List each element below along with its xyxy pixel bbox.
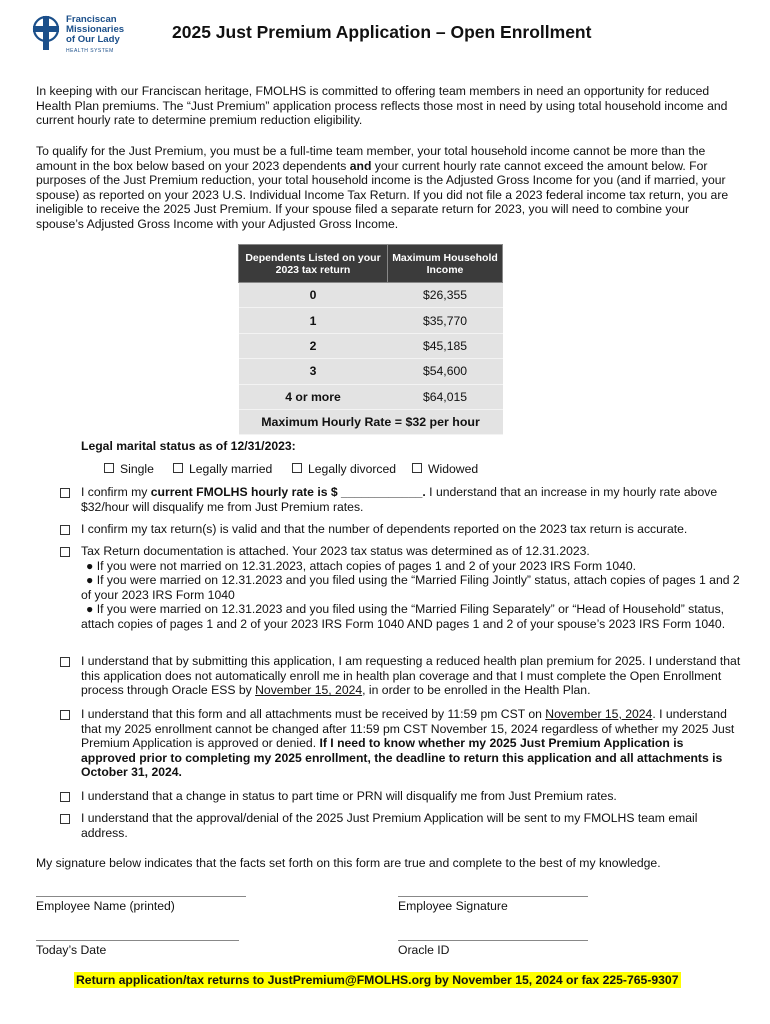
checkbox[interactable] bbox=[60, 710, 70, 720]
qualify-text-2: your current hourly rate cannot exceed the amount below. For purposes of the Just Premium reduction, your total household income is the Adjusted Gross Income for you (and if married, your spouse) as reported on your 2023 U.S. Individual Income Tax Return. If you did not file a 2023 federal income tax return, you are ineligible to receive the 2025 Just Premium. If your spouse filed a separate return for 2023, you will need to combine your spouse’s Adjusted Gross Income with your Adjusted Gross Income. bbox=[36, 158, 729, 231]
checkbox[interactable] bbox=[60, 814, 70, 824]
income-cell: $64,015 bbox=[388, 384, 503, 409]
marital-option-divorced[interactable] bbox=[292, 462, 396, 476]
deadline-date: November 15, 2024 bbox=[255, 683, 363, 698]
checkbox[interactable] bbox=[104, 463, 114, 473]
marital-status-label: Legal marital status as of 12/31/2023: bbox=[81, 439, 296, 453]
table-header-dependents: Dependents Listed on your 2023 tax return bbox=[239, 245, 388, 283]
logo-text bbox=[66, 15, 124, 56]
item-text-pre: I confirm my bbox=[81, 485, 151, 499]
logo-line-1: Franciscan bbox=[66, 14, 117, 25]
dependents-cell: 2 bbox=[239, 333, 388, 358]
table-row bbox=[239, 283, 503, 308]
oracle-id-line[interactable] bbox=[398, 940, 588, 941]
checkbox[interactable] bbox=[60, 792, 70, 802]
checkbox[interactable] bbox=[292, 463, 302, 473]
table-row bbox=[239, 308, 503, 333]
fmolhs-logo bbox=[30, 14, 125, 54]
checkbox[interactable] bbox=[412, 463, 422, 473]
option-label: Legally married bbox=[189, 462, 273, 476]
item-text: I understand that the approval/denial of the 2025 Just Premium Application will be sent to my FMOLHS team email address. bbox=[81, 811, 698, 840]
checkbox[interactable] bbox=[60, 488, 70, 498]
income-cell: $54,600 bbox=[388, 359, 503, 384]
income-table bbox=[238, 244, 503, 435]
dependents-cell: 1 bbox=[239, 308, 388, 333]
oracle-id-label: Oracle ID bbox=[398, 943, 450, 957]
tax-doc-intro: Tax Return documentation is attached. Your 2023 tax status was determined as of 12.31.2023. bbox=[81, 544, 590, 558]
todays-date-line[interactable] bbox=[36, 940, 239, 941]
logo-line-2: Missionaries bbox=[66, 24, 125, 35]
checkbox[interactable] bbox=[173, 463, 183, 473]
item-text bbox=[81, 485, 741, 514]
intro-paragraph: In keeping with our Franciscan heritage, FMOLHS is committed to offering team members in need an opportunity for reduced Health Plan premiums. The “Just Premium” application process reflects those most in need by using total household income and current hourly rate to determine premium reduction eligibility. bbox=[36, 84, 728, 128]
qualify-text-1: To qualify for the Just Premium, you must be a full-time team member, your total household income cannot be more than the amount in the box below based on your 2023 dependents bbox=[36, 144, 706, 173]
return-instructions: Return application/tax returns to JustPremium@FMOLHS.org by November 15, 2024 or fax 225-765-9307 bbox=[76, 973, 679, 987]
signature-statement: My signature below indicates that the facts set forth on this form are true and complete to the best of my knowledge. bbox=[36, 856, 661, 870]
qualify-bold: and bbox=[349, 158, 372, 173]
item-text: I confirm my tax return(s) is valid and that the number of dependents reported on the 2023 tax return is accurate. bbox=[81, 522, 688, 536]
option-label: Legally divorced bbox=[308, 462, 397, 476]
option-label: Widowed bbox=[428, 462, 479, 476]
tax-doc-bullet-3: ● If you were married on 12.31.2023 and you filed using the “Married Filing Separately” or “Head of Household” status, attach copies of pages 1 and 2 of your 2023 IRS Form 1040 AND pages 1 and 2 of your spouse’s 2023 IRS Form 1040. bbox=[81, 602, 726, 631]
item-text-pre: I understand that this form and all attachments must be received by 11:59 pm CST on bbox=[81, 707, 546, 721]
page-title: 2025 Just Premium Application – Open Enrollment bbox=[172, 22, 592, 42]
income-cell: $35,770 bbox=[388, 308, 503, 333]
table-header-income: Maximum Household Income bbox=[388, 245, 503, 283]
employee-signature-line[interactable] bbox=[398, 896, 588, 897]
item-text-post: I understand that an increase in my hourly rate above $32/hour will disqualify me from Just Premium rates. bbox=[81, 485, 718, 514]
logo-line-3: of Our Lady bbox=[66, 34, 120, 45]
table-row bbox=[239, 409, 503, 434]
item-text bbox=[81, 654, 741, 698]
checkbox[interactable] bbox=[60, 657, 70, 667]
table-row bbox=[239, 333, 503, 358]
marital-option-widowed[interactable] bbox=[412, 462, 478, 476]
deadline-date: November 15, 2024 bbox=[545, 707, 653, 721]
marital-option-married[interactable] bbox=[173, 462, 272, 476]
tax-doc-bullet-2: ● If you were married on 12.31.2023 and you filed using the “Married Filing Jointly” status, attach copies of pages 1 and 2 of your 2023 IRS Form 1040 bbox=[81, 573, 740, 602]
item-text: I understand that a change in status to part time or PRN will disqualify me from Just Premium rates. bbox=[81, 789, 617, 803]
item-text-pre: I understand that by submitting this application, I am requesting a reduced health plan premium for 2025. I understand that this application does not automatically enroll me in health plan coverage and that I must complete the Open Enrollment process through Oracle ESS by bbox=[81, 654, 741, 698]
dependents-cell: 0 bbox=[239, 283, 388, 308]
table-row bbox=[239, 359, 503, 384]
income-cell: $45,185 bbox=[388, 333, 503, 358]
item-text-mid: . I understand that my 2025 enrollment cannot be changed after 11:59 pm CST November 15, 2024 regardless of whether my 2025 Just Premium Application is approved or denied. bbox=[81, 707, 735, 751]
table-row bbox=[239, 384, 503, 409]
income-cell: $26,355 bbox=[388, 283, 503, 308]
option-label: Single bbox=[120, 462, 154, 476]
cross-logo-icon bbox=[30, 14, 62, 52]
marital-option-single[interactable] bbox=[104, 462, 154, 476]
dependents-cell: 3 bbox=[239, 359, 388, 384]
checkbox[interactable] bbox=[60, 547, 70, 557]
employee-name-label: Employee Name (printed) bbox=[36, 899, 175, 913]
item-text-post: , in order to be enrolled in the Health Plan. bbox=[362, 683, 591, 698]
item-text-bold: If I need to know whether my 2025 Just Premium Application is approved prior to completing my 2025 enrollment, the deadline to return this application and all attachments is October 31, 2024. bbox=[81, 736, 723, 780]
employee-signature-label: Employee Signature bbox=[398, 899, 508, 913]
hourly-rate-field[interactable]: current FMOLHS hourly rate is $ ____________. bbox=[150, 485, 426, 499]
item-text bbox=[81, 707, 741, 780]
tax-doc-bullet-1: ● If you were not married on 12.31.2023, attach copies of pages 1 and 2 of your 2023 IRS Form 1040. bbox=[86, 558, 637, 573]
employee-name-line[interactable] bbox=[36, 896, 246, 897]
qualify-paragraph bbox=[36, 144, 734, 232]
todays-date-label: Today’s Date bbox=[36, 943, 107, 957]
checkbox[interactable] bbox=[60, 525, 70, 535]
logo-line-4: HEALTH SYSTEM bbox=[66, 48, 114, 54]
dependents-cell: 4 or more bbox=[239, 384, 388, 409]
item-text bbox=[81, 544, 741, 632]
max-hourly-rate: Maximum Hourly Rate = $32 per hour bbox=[239, 409, 503, 434]
